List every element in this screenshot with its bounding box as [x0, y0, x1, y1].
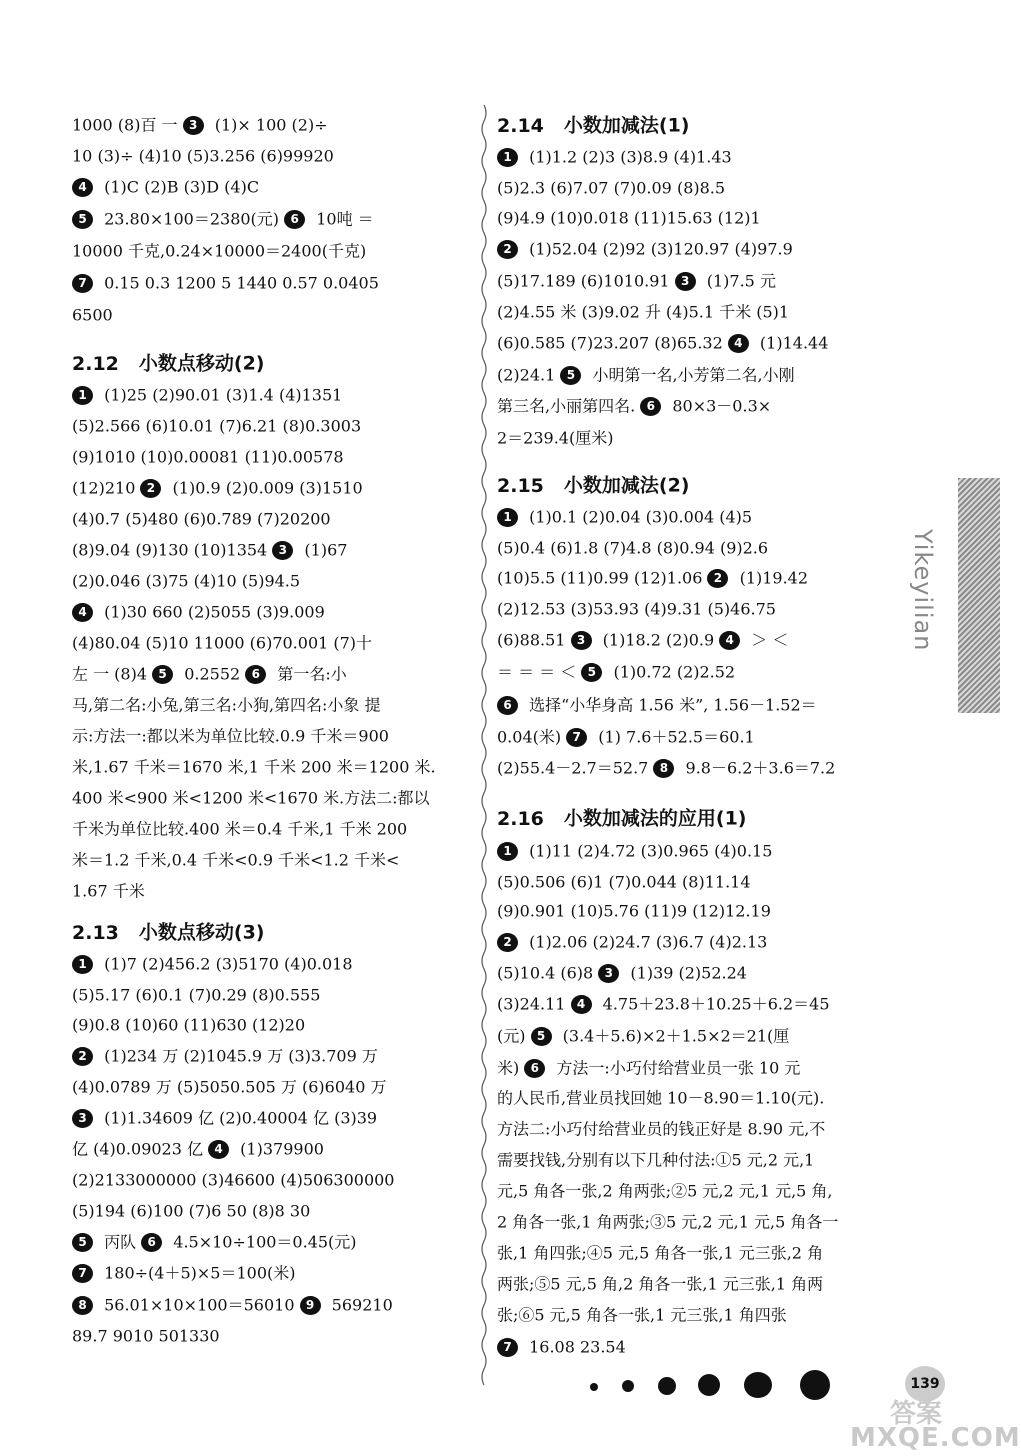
- question-number-badge: 7: [497, 1338, 518, 1357]
- answer-text: 2 角各一张,1 角两张;③5 元,2 元,1 元,5 角各一: [497, 1212, 839, 1232]
- question-number-badge: 6: [141, 1233, 162, 1252]
- answer-text: 80×3－0.3×: [667, 396, 772, 416]
- answer-line: [72, 508, 331, 531]
- answer-text: 方法一:小巧付给营业员一张 10 元: [551, 1058, 801, 1078]
- answer-text: 89.7 9010 501330: [72, 1326, 220, 1346]
- answer-text: 马,第二名:小兔,第三名:小狗,第四名:小象 提: [72, 695, 381, 715]
- question-number-badge: 6: [245, 665, 266, 684]
- section-title: 小数加减法的应用(1): [563, 807, 747, 830]
- answer-text: (1)14.44: [754, 333, 829, 353]
- dot-5: [744, 1372, 772, 1398]
- watermark-top: 答案: [890, 1399, 943, 1429]
- answer-text: 1.67 千米: [72, 881, 145, 901]
- question-number-badge: 5: [560, 366, 581, 385]
- answer-text: (4)0.7 (5)480 (6)0.789 (7)20200: [72, 509, 331, 529]
- page-number: 139: [905, 1366, 945, 1402]
- answer-text: 丙队: [99, 1232, 142, 1252]
- answer-text: ＞ ＜: [746, 630, 789, 650]
- answer-text: (12)210: [72, 478, 141, 498]
- answer-text: (5)194 (6)100 (7)6 50 (8)8 30: [72, 1201, 311, 1221]
- dot-3: [658, 1377, 676, 1395]
- answer-line: [497, 207, 761, 230]
- answer-line: [72, 1231, 357, 1254]
- answer-text: (6)88.51: [497, 630, 571, 650]
- answer-text: (5)0.4 (6)1.8 (7)4.8 (8)0.94 (9)2.6: [497, 538, 769, 558]
- question-number-badge: 3: [571, 631, 592, 650]
- answer-line: [72, 240, 366, 263]
- question-number-badge: 1: [497, 842, 518, 861]
- dot-2: [622, 1380, 634, 1392]
- question-number-badge: 2: [497, 933, 518, 952]
- answer-line: [72, 953, 353, 976]
- answer-text: 第一名:小: [272, 664, 347, 684]
- answer-line: [497, 332, 828, 355]
- answer-text: 56.01×10×100＝56010: [99, 1295, 300, 1315]
- answer-line: [497, 177, 725, 200]
- answer-line: [72, 208, 374, 231]
- answer-text: (5)10.4 (6)8: [497, 963, 599, 983]
- answer-line: [497, 1057, 800, 1080]
- section-heading: [497, 114, 689, 137]
- question-number-badge: 9: [300, 1296, 321, 1315]
- answer-line: [72, 477, 363, 500]
- answer-text: (9)1010 (10)0.00081 (11)0.00578: [72, 447, 344, 467]
- answer-text: (1)C (2)B (3)D (4)C: [99, 177, 260, 197]
- answer-text: (2)55.4－2.7＝52.7: [497, 758, 654, 778]
- answer-line: [497, 364, 795, 387]
- answer-text: 张;⑥5 元,5 角各一张,1 元三张,1 角四张: [497, 1305, 787, 1325]
- question-number-badge: 3: [598, 964, 619, 983]
- answer-line: [497, 1087, 824, 1110]
- question-number-badge: 8: [653, 759, 674, 778]
- answer-line: [72, 1138, 324, 1161]
- answer-text: (8)9.04 (9)130 (10)1354: [72, 540, 273, 560]
- answer-line: [497, 1304, 787, 1327]
- answer-line: [72, 1014, 305, 1037]
- answer-line: [497, 840, 772, 863]
- answer-line: [72, 114, 328, 137]
- answer-line: [72, 272, 379, 295]
- answer-line: [497, 726, 755, 749]
- question-number-badge: 7: [72, 274, 93, 293]
- answer-line: [72, 1325, 220, 1348]
- answer-text: 180÷(4＋5)×5＝100(米): [99, 1263, 296, 1283]
- question-number-badge: 7: [72, 1264, 93, 1283]
- answer-line: [497, 537, 768, 560]
- answer-line: [72, 818, 407, 841]
- answer-text: 6500: [72, 305, 113, 325]
- question-number-badge: 5: [531, 1027, 552, 1046]
- answer-text: 两张;⑤5 元,5 角,2 角各一张,1 元三张,1 角两: [497, 1274, 824, 1294]
- answer-text: 4.75＋23.8＋10.25＋6.2＝45: [597, 994, 830, 1014]
- answer-line: [497, 427, 613, 450]
- answer-line: [497, 1242, 823, 1265]
- question-number-badge: 4: [571, 995, 592, 1014]
- question-number-badge: 5: [581, 663, 602, 682]
- answer-text: (2)12.53 (3)53.93 (4)9.31 (5)46.75: [497, 599, 776, 619]
- answer-text: (1)234 万 (2)1045.9 万 (3)3.709 万: [99, 1046, 378, 1066]
- answer-line: [497, 1118, 825, 1141]
- answer-text: (1)1.34609 亿 (2)0.40004 亿 (3)39: [99, 1108, 378, 1128]
- answer-text: (2)2133000000 (3)46600 (4)506300000: [72, 1170, 395, 1190]
- answer-line: [72, 1200, 310, 1223]
- answer-text: (1)7 (2)456.2 (3)5170 (4)0.018: [99, 954, 353, 974]
- answer-text: (4)80.04 (5)10 11000 (6)70.001 (7)十: [72, 633, 373, 653]
- section-heading: [497, 474, 689, 497]
- question-number-badge: 5: [72, 210, 93, 229]
- answer-line: [72, 1294, 393, 1317]
- answer-text: 的人民币,营业员找回她 10－8.90＝1.10(元).: [497, 1088, 825, 1108]
- question-number-badge: 2: [707, 569, 728, 588]
- answer-line: [497, 270, 776, 293]
- answer-line: [497, 871, 751, 894]
- answer-text: 10 (3)÷ (4)10 (5)3.256 (6)99920: [72, 146, 334, 166]
- answer-text: 0.04(米): [497, 727, 567, 747]
- question-number-badge: 2: [497, 240, 518, 259]
- answer-line: [72, 384, 342, 407]
- question-number-badge: 6: [497, 696, 518, 715]
- answer-text: (1)7.5 元: [701, 271, 776, 291]
- answer-text: 10吨 ＝: [311, 209, 374, 229]
- answer-line: [72, 415, 361, 438]
- answer-line: [497, 900, 771, 923]
- answer-line: [497, 1149, 814, 1172]
- question-number-badge: 1: [72, 386, 93, 405]
- answer-line: [72, 570, 300, 593]
- watermark: [830, 1395, 1021, 1455]
- answer-line: [72, 725, 389, 748]
- question-number-badge: 6: [640, 397, 661, 416]
- answer-line: [72, 694, 381, 717]
- answer-line: [497, 1025, 789, 1048]
- answer-text: (6)0.585 (7)23.207 (8)65.32: [497, 333, 728, 353]
- side-label: Yikeyilian: [909, 529, 937, 652]
- answer-text: 2＝239.4(厘米): [497, 428, 614, 448]
- answer-line: [497, 567, 808, 590]
- question-number-badge: 4: [72, 178, 93, 197]
- question-number-badge: 1: [497, 508, 518, 527]
- question-number-badge: 5: [72, 1233, 93, 1252]
- answer-text: (2)24.1: [497, 365, 561, 385]
- answer-line: [72, 632, 372, 655]
- answer-line: [497, 506, 752, 529]
- answer-text: 400 米<900 米<1200 米<1670 米.方法二:都以: [72, 788, 430, 808]
- answer-text: (9)0.8 (10)60 (11)630 (12)20: [72, 1015, 306, 1035]
- question-number-badge: 4: [208, 1140, 229, 1159]
- answer-text: (4)0.0789 万 (5)5050.505 万 (6)6040 万: [72, 1077, 387, 1097]
- answer-line: [72, 663, 347, 686]
- answer-line: [497, 1336, 626, 1359]
- answer-text: 10000 千克,0.24×10000＝2400(千克): [72, 241, 367, 261]
- answer-line: [497, 757, 835, 780]
- answer-text: (1)× 100 (2)÷: [209, 115, 328, 135]
- answer-line: [497, 301, 789, 324]
- question-number-badge: 3: [675, 272, 696, 291]
- answer-text: 9.8－6.2＋3.6＝7.2: [680, 758, 836, 778]
- answer-text: (5)2.566 (6)10.01 (7)6.21 (8)0.3003: [72, 416, 362, 436]
- answer-text: 小明第一名,小芳第二名,小刚: [587, 365, 795, 385]
- section-number: 2.16: [497, 807, 544, 830]
- wavy-column-divider: [480, 105, 488, 1385]
- answer-line: [72, 787, 430, 810]
- answer-line: [497, 1211, 838, 1234]
- answer-line: [72, 601, 325, 624]
- question-number-badge: 8: [72, 1296, 93, 1315]
- answer-text: 0.15 0.3 1200 5 1440 0.57 0.0405: [99, 273, 379, 293]
- question-number-badge: 6: [524, 1059, 545, 1078]
- answer-line: [72, 446, 344, 469]
- answer-line: [497, 1273, 823, 1296]
- answer-text: (1)11 (2)4.72 (3)0.965 (4)0.15: [524, 841, 773, 861]
- answer-text: 方法二:小巧付给营业员的钱正好是 8.90 元,不: [497, 1119, 826, 1139]
- answer-text: 亿 (4)0.09023 亿: [72, 1139, 209, 1159]
- answer-text: 左 一 (8)4: [72, 664, 153, 684]
- question-number-badge: 2: [140, 479, 161, 498]
- answer-text: (1)39 (2)52.24: [625, 963, 747, 983]
- section-heading: [72, 921, 264, 944]
- answer-line: [72, 1262, 296, 1285]
- answer-line: [72, 880, 145, 903]
- answer-text: (1)30 660 (2)5055 (3)9.009: [99, 602, 325, 622]
- dot-6: [800, 1370, 830, 1400]
- section-number: 2.14: [497, 114, 544, 137]
- answer-text: 米＝1.2 千米,0.4 千米<0.9 千米<1.2 千米<: [72, 850, 400, 870]
- answer-text: 元,5 角各一张,2 角两张;②5 元,2 元,1 元,5 角,: [497, 1181, 833, 1201]
- answer-line: [72, 756, 436, 779]
- answer-line: [497, 598, 776, 621]
- answer-line: [72, 1076, 386, 1099]
- question-number-badge: 4: [728, 334, 749, 353]
- answer-text: (3)24.11: [497, 994, 571, 1014]
- answer-line: [497, 931, 767, 954]
- answer-line: [72, 539, 347, 562]
- question-number-badge: 1: [497, 148, 518, 167]
- question-number-badge: 4: [72, 603, 93, 622]
- answer-line: [72, 176, 259, 199]
- question-number-badge: 6: [284, 210, 305, 229]
- answer-text: 569210: [326, 1295, 393, 1315]
- question-number-badge: 3: [272, 541, 293, 560]
- question-number-badge: 7: [566, 728, 587, 747]
- question-number-badge: 1: [72, 955, 93, 974]
- answer-text: (5)0.506 (6)1 (7)0.044 (8)11.14: [497, 872, 751, 892]
- answer-text: (1)67: [299, 540, 348, 560]
- question-number-badge: 3: [183, 116, 204, 135]
- answer-line: [497, 661, 735, 684]
- dot-4: [698, 1374, 720, 1396]
- answer-text: (1)19.42: [734, 568, 809, 588]
- answer-line: [72, 145, 334, 168]
- answer-text: (10)5.5 (11)0.99 (12)1.06: [497, 568, 708, 588]
- question-number-badge: 2: [72, 1047, 93, 1066]
- answer-text: (5)5.17 (6)0.1 (7)0.29 (8)0.555: [72, 985, 321, 1005]
- decorative-dots: [590, 1368, 840, 1408]
- answer-line: [72, 1045, 378, 1068]
- answer-text: 16.08 23.54: [524, 1337, 626, 1357]
- answer-text: (1)0.1 (2)0.04 (3)0.004 (4)5: [524, 507, 753, 527]
- answer-text: (1)0.9 (2)0.009 (3)1510: [167, 478, 363, 498]
- answer-text: 需要找钱,分别有以下几种付法:①5 元,2 元,1: [497, 1150, 815, 1170]
- answer-text: 张,1 角四张;④5 元,5 角各一张,1 元三张,2 角: [497, 1243, 824, 1263]
- question-number-badge: 4: [719, 631, 740, 650]
- answer-line: [497, 993, 830, 1016]
- section-heading: [72, 352, 264, 375]
- answer-text: 0.2552: [179, 664, 246, 684]
- answer-text: (9)4.9 (10)0.018 (11)15.63 (12)1: [497, 208, 761, 228]
- answer-text: (元): [497, 1026, 531, 1046]
- answer-text: (1)25 (2)90.01 (3)1.4 (4)1351: [99, 385, 343, 405]
- answer-text: 第三名,小丽第四名.: [497, 396, 641, 416]
- section-title: 小数点移动(3): [138, 921, 265, 944]
- answer-line: [72, 1169, 394, 1192]
- answer-line: [497, 395, 771, 418]
- answer-text: 米,1.67 千米＝1670 米,1 千米 200 米＝1200 米.: [72, 757, 436, 777]
- question-number-badge: 5: [152, 665, 173, 684]
- dot-1: [590, 1383, 598, 1391]
- answer-text: (1)18.2 (2)0.9: [597, 630, 720, 650]
- answer-text: 4.5×10÷100＝0.45(元): [168, 1232, 357, 1252]
- answer-text: 千米为单位比较.400 米＝0.4 千米,1 千米 200: [72, 819, 408, 839]
- section-title: 小数加减法(1): [563, 114, 690, 137]
- answer-line: [497, 1180, 833, 1203]
- answer-line: [497, 238, 793, 261]
- watermark-bottom: MXQE.COM: [850, 1423, 1021, 1453]
- answer-line: [72, 849, 399, 872]
- answer-line: [72, 984, 320, 1007]
- section-number: 2.12: [72, 352, 119, 375]
- section-number: 2.13: [72, 921, 119, 944]
- answer-line: [72, 1107, 377, 1130]
- answer-text: 米): [497, 1058, 525, 1078]
- answer-text: (3.4＋5.6)×2＋1.5×2＝21(厘: [557, 1026, 790, 1046]
- answer-text: 选择“小华身高 1.56 米”, 1.56－1.52＝: [524, 695, 817, 715]
- section-title: 小数点移动(2): [138, 352, 265, 375]
- question-number-badge: 3: [72, 1109, 93, 1128]
- section-number: 2.15: [497, 474, 544, 497]
- answer-text: (5)17.189 (6)1010.91: [497, 271, 675, 291]
- answer-text: (1) 7.6＋52.5＝60.1: [593, 727, 755, 747]
- section-heading: [497, 807, 746, 830]
- answer-text: (2)0.046 (3)75 (4)10 (5)94.5: [72, 571, 301, 591]
- answer-text: 示:方法一:都以米为单位比较.0.9 千米＝900: [72, 726, 389, 746]
- answer-line: [72, 304, 113, 327]
- answer-line: [497, 146, 732, 169]
- answer-text: (2)4.55 米 (3)9.02 升 (4)5.1 千米 (5)1: [497, 302, 790, 322]
- answer-line: [497, 629, 788, 652]
- side-thumb-tab: [958, 478, 1000, 713]
- answer-text: (1)1.2 (2)3 (3)8.9 (4)1.43: [524, 147, 732, 167]
- answer-text: (1)0.72 (2)2.52: [608, 662, 736, 682]
- answer-text: (1)2.06 (2)24.7 (3)6.7 (4)2.13: [524, 932, 768, 952]
- answer-text: 1000 (8)百 一: [72, 115, 183, 135]
- answer-text: (9)0.901 (10)5.76 (11)9 (12)12.19: [497, 901, 771, 921]
- answer-text: 23.80×100＝2380(元): [99, 209, 285, 229]
- answer-line: [497, 694, 817, 717]
- answer-text: (1)52.04 (2)92 (3)120.97 (4)97.9: [524, 239, 793, 259]
- answer-text: (1)379900: [235, 1139, 324, 1159]
- section-title: 小数加减法(2): [563, 474, 690, 497]
- answer-text: (5)2.3 (6)7.07 (7)0.09 (8)8.5: [497, 178, 726, 198]
- answer-text: ＝ ＝ ＝ ＜: [497, 662, 582, 682]
- answer-line: [497, 962, 747, 985]
